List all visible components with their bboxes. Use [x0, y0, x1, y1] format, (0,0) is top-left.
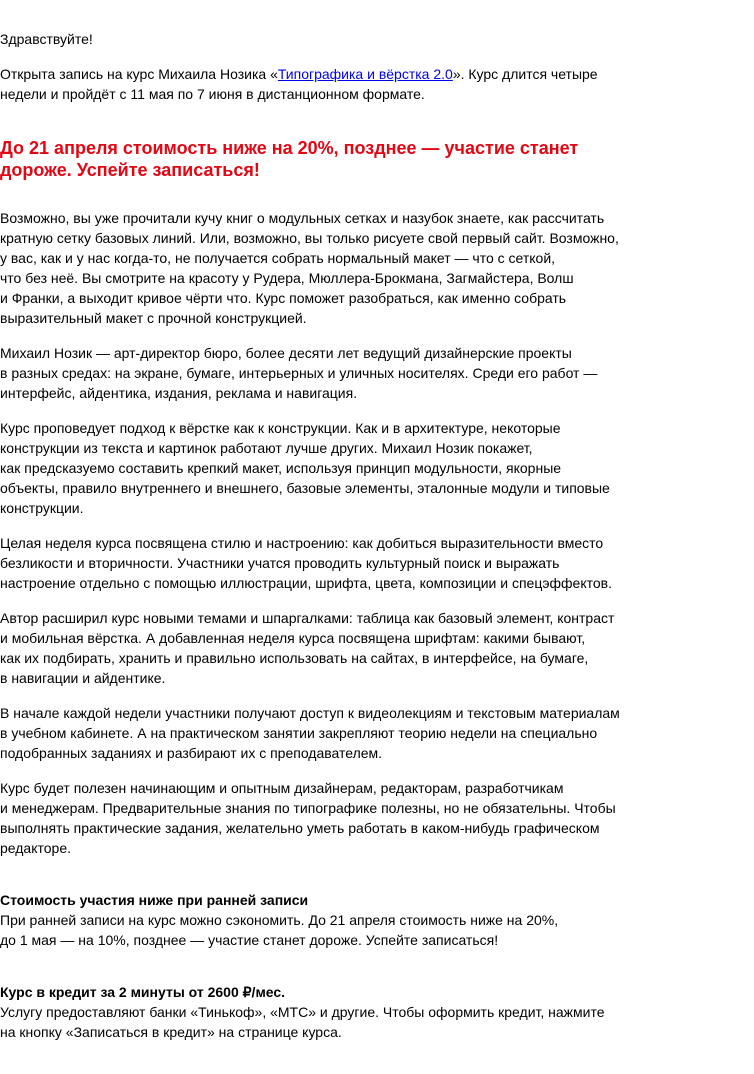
paragraph-about-grids: Возможно, вы уже прочитали кучу книг о модульных сетках и назубок знаете, как рассчитать кратную сетку базовых линий. Или, возможно, вы только рисуете свой первый сайт. Возможно, у вас, как и у нас когда-то, не получается собрать нормальный макет — что с сеткой, что без неё. Вы смотрите на красоту у Рудера, Мюллера-Брокмана, Загмайстера, Волш и Франки, а выходит кривое чёрти что. Курс поможет разобраться, как именно собрать выразительный макет с прочной конструкцией. — [0, 210, 619, 326]
paragraph-about-author: Михаил Нозик — арт-директор бюро, более десяти лет ведущий дизайнерские проекты в разных средах: на экране, бумаге, интерьерных и уличных носителях. Среди его работ — интерфейс, айдентика, издания, реклама и навигация. — [0, 345, 598, 401]
greeting-text: Здравствуйте! — [0, 31, 93, 47]
paragraph-about-format: В начале каждой недели участники получают доступ к видеолекциям и текстовым материалам в учебном кабинете. А на практическом занятии закрепляют теорию недели на специально подобранных заданиях и разбирают их с преподавателем. — [0, 705, 620, 761]
intro-text-before: Открыта запись на курс Михаила Нозика « — [0, 66, 278, 82]
intro-text-after: ». Курс длится четыре недели и пройдёт с 11 мая по 7 июня в дистанционном формате. — [0, 66, 598, 102]
paragraph-about-approach: Курс проповедует подход к вёрстке как к конструкции. Как и в архитектуре, некоторые конструкции из текста и картинок работают лучше других. Михаил Нозик покажет, как предсказуемо составить крепкий макет, используя принцип модульности, якорные объекты, правило внутреннего и внешнего, базовые элементы, эталонные модули и типовые конструкции. — [0, 420, 610, 516]
course-link[interactable]: Типографика и вёрстка 2.0 — [277, 66, 453, 82]
section-body: Услугу предоставляют банки «Тинькоф», «МТС» и другие. Чтобы оформить кредит, нажмите на кнопку «Записаться в кредит» на странице курса. — [0, 1004, 605, 1040]
section-title: Курс в кредит за 2 минуты от 2600 ₽/мес. — [0, 984, 286, 1000]
section-title: Стоимость участия ниже при ранней записи — [0, 892, 309, 908]
paragraph-about-style: Целая неделя курса посвящена стилю и настроению: как добиться выразительности вместо безликости и вторичности. Участники учатся проводить культурный поиск и выражать настроение отдельно с помощью иллюстрации, шрифта, цвета, композиции и спецэффектов. — [0, 535, 612, 591]
intro-paragraph — [0, 64, 640, 104]
section-early-price — [0, 890, 640, 950]
promo-headline: До 21 апреля стоимость ниже на 20%, позднее — участие станет дороже. Успейте записаться! — [0, 138, 579, 180]
paragraph-about-audience: Курс будет полезен начинающим и опытным дизайнерам, редакторам, разработчикам и менеджерам. Предварительные знания по типографике полезны, но не обязательны. Чтобы выполнять практические задания, желательно уметь работать в каком-нибудь графическом редакторе. — [0, 780, 616, 856]
email-body — [0, 29, 640, 1074]
paragraph-about-new-topics: Автор расширил курс новыми темами и шпаргалками: таблица как базовый элемент, контраст и мобильная вёрстка. А добавленная неделя курса посвящена шрифтам: какими бывают, как их подбирать, хранить и правильно использовать на сайтах, в интерфейсе, на бумаге, в навигации и айдентике. — [0, 610, 615, 686]
section-body: При ранней записи на курс можно сэкономить. До 21 апреля стоимость ниже на 20%, до 1 мая — на 10%, позднее — участие станет дороже. Успейте записаться! — [0, 912, 559, 948]
section-credit — [0, 982, 640, 1042]
